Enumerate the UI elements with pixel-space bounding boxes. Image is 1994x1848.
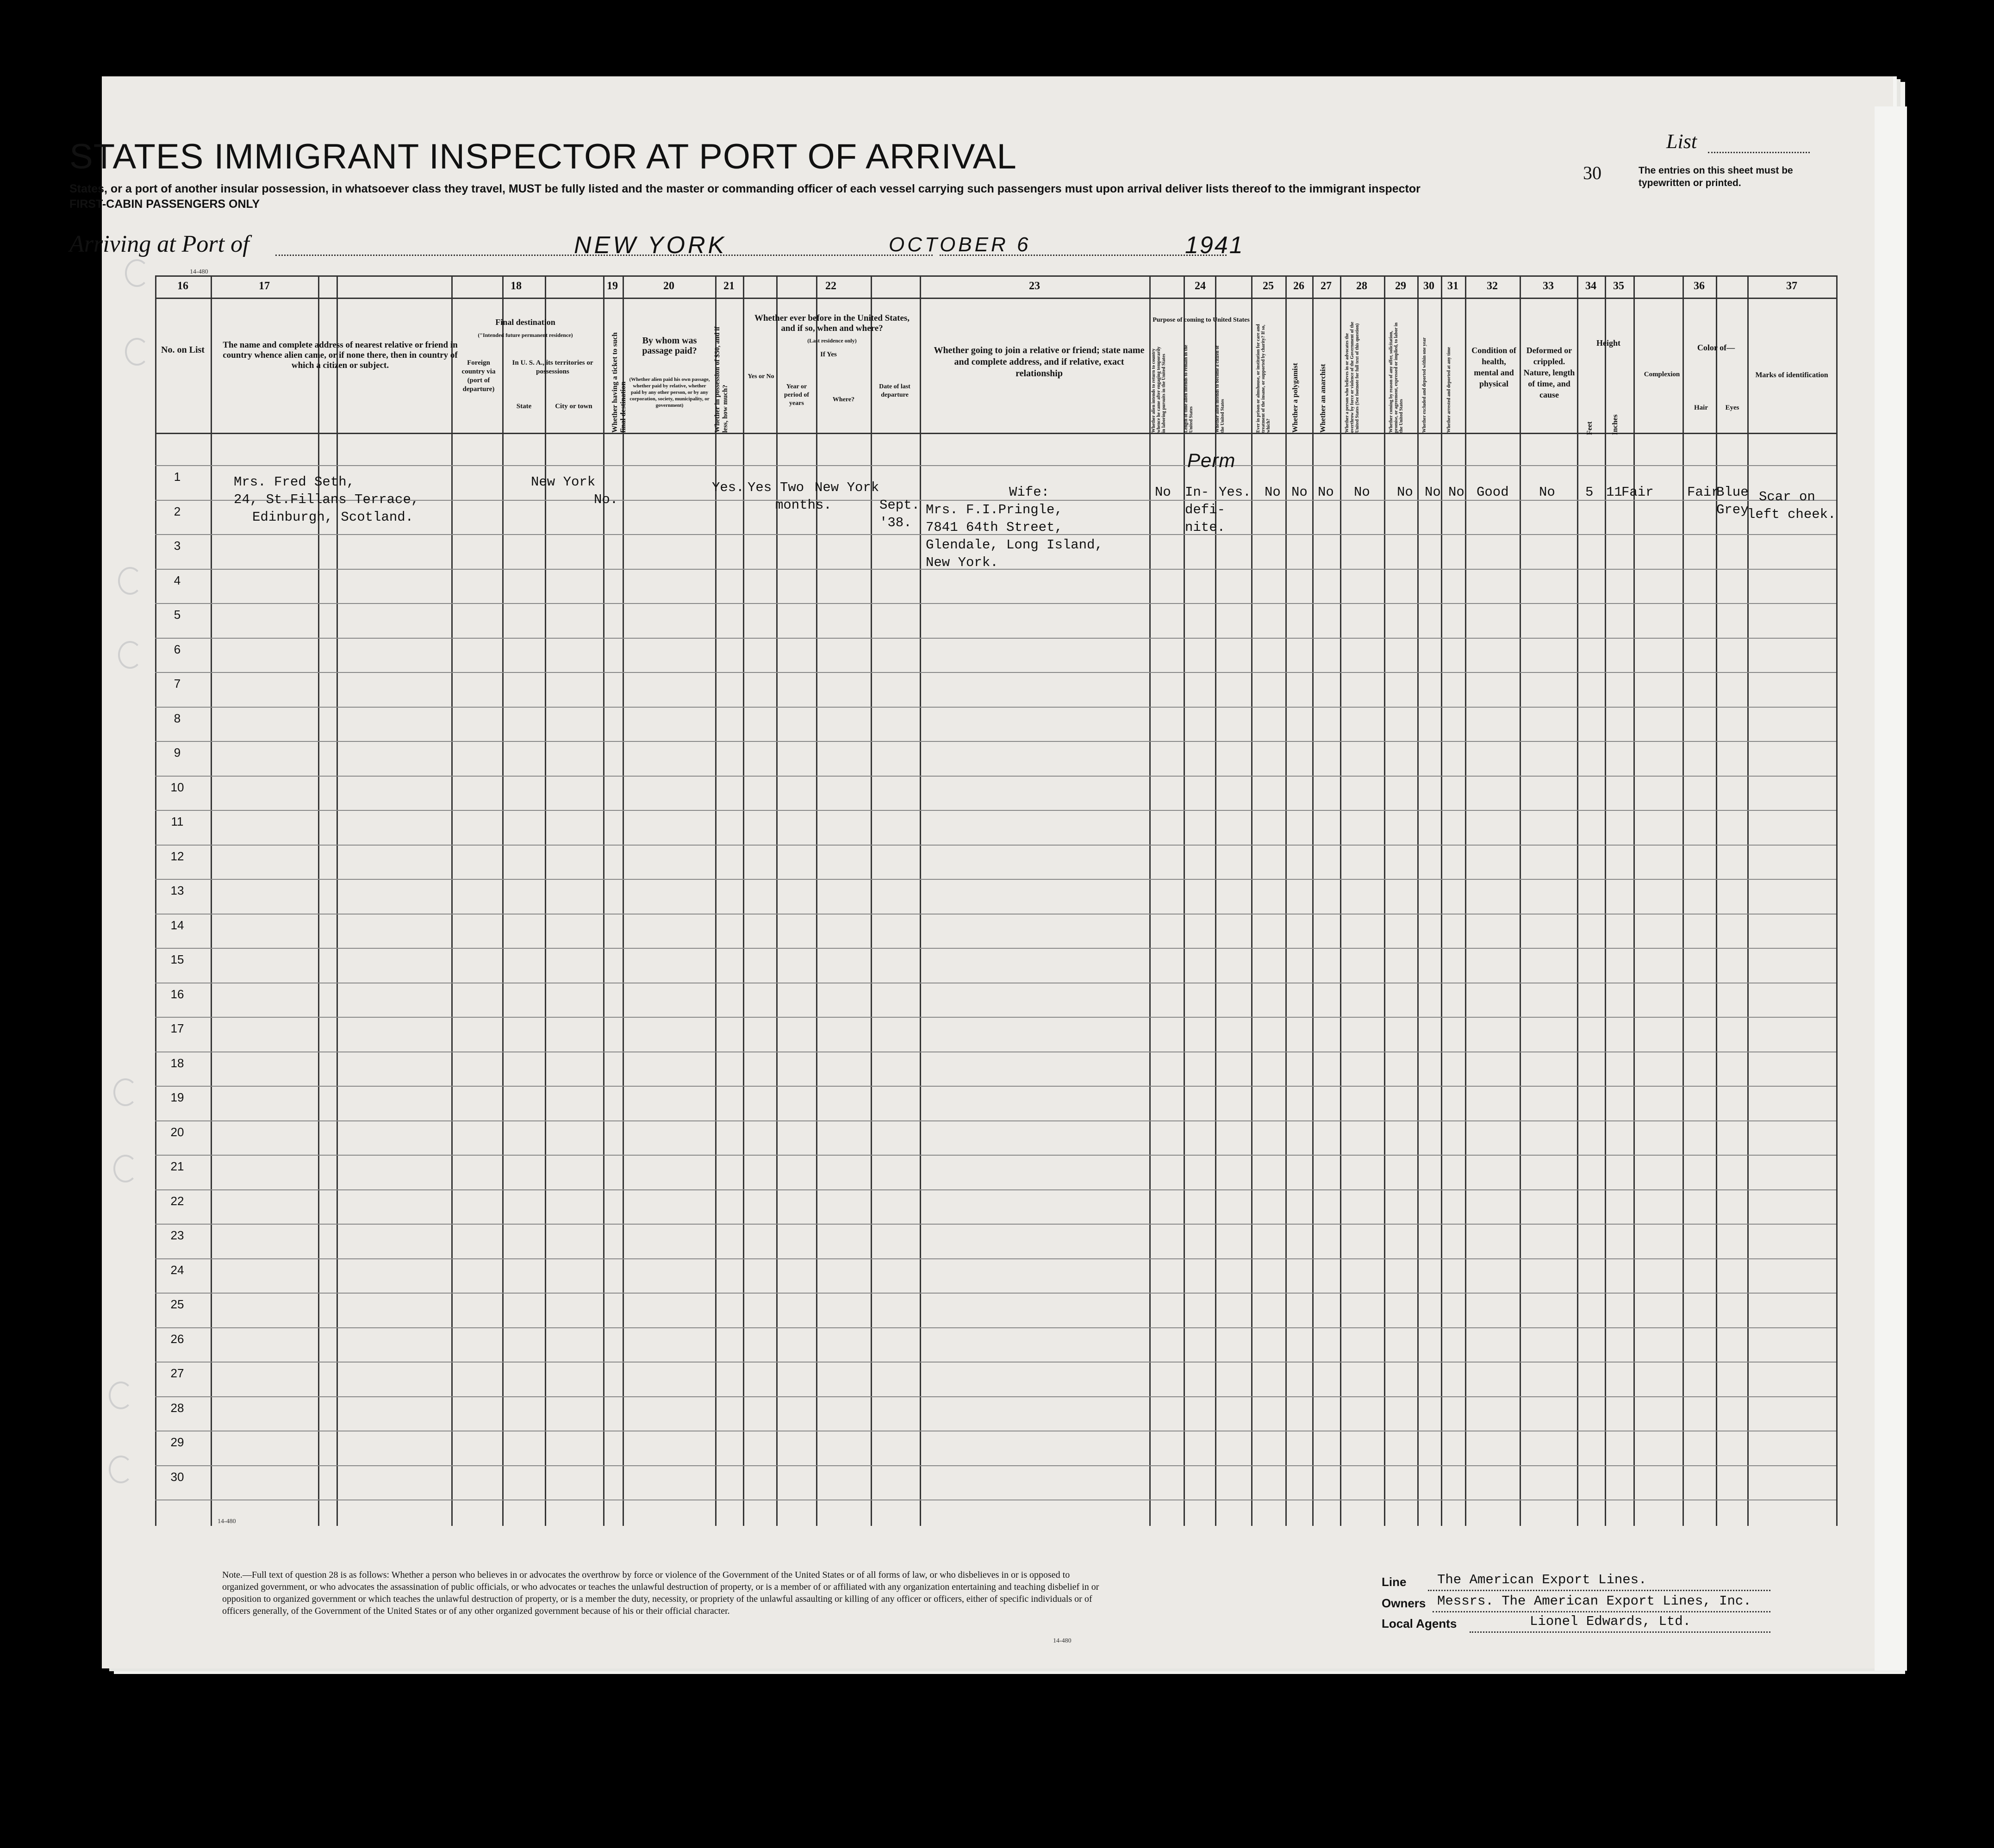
- binder-hole: [109, 1381, 133, 1409]
- column-rule: [1716, 275, 1717, 1526]
- owners-value: Messrs. The American Export Lines, Inc.: [1437, 1593, 1751, 1609]
- entry-eyes-line-2: Grey: [1716, 502, 1749, 517]
- header-possession-50: Whether in possession of $50, and if less, how much?: [714, 326, 729, 433]
- entry-join-line-5: New York.: [926, 555, 998, 570]
- row-number: 22: [170, 1194, 184, 1208]
- binder-hole: [113, 1078, 137, 1106]
- row-rule: [155, 1224, 1836, 1225]
- header-passage-paid: By whom was passage paid?: [642, 336, 697, 356]
- sheet-edge: [1875, 106, 1907, 1671]
- header-purpose-b: Length of time alien intends to remain in the United States: [1184, 345, 1194, 433]
- row-rule: [155, 1327, 1836, 1328]
- row-number: 5: [174, 608, 181, 622]
- header-foreign-country: Foreign country via (port of departure): [461, 359, 496, 393]
- entry-q30: No: [1425, 485, 1441, 500]
- row-rule: [155, 1155, 1836, 1156]
- row-number: 20: [170, 1125, 184, 1139]
- column-number: 19: [607, 280, 618, 292]
- arrival-label: Arriving at Port of: [69, 231, 249, 257]
- header-rule: [155, 298, 1836, 299]
- date-value: OCTOBER 6: [889, 233, 1031, 256]
- row-number: 18: [170, 1056, 184, 1070]
- agents-label: Local Agents: [1382, 1617, 1457, 1630]
- column-number: 18: [511, 280, 522, 292]
- row-number: 24: [170, 1263, 184, 1277]
- header-joining: Whether going to join a relative or friend; state name and complete address, and if relative, exact relationship: [934, 345, 1145, 379]
- column-number: 21: [723, 280, 735, 292]
- column-number: 23: [1029, 280, 1040, 292]
- header-anarchist: Whether an anarchist: [1319, 364, 1327, 433]
- header-date-departure: Date of last departure: [879, 383, 910, 398]
- row-number: 17: [170, 1021, 184, 1035]
- header-final-destination: Final destination: [495, 317, 555, 327]
- entry-possession: Yes.: [712, 480, 744, 495]
- column-number: 28: [1356, 280, 1367, 292]
- column-number: 17: [259, 280, 270, 292]
- entry-length-line-3: nite.: [1185, 520, 1226, 535]
- entry-departure-line-2: '38.: [879, 515, 912, 530]
- column-rule: [623, 275, 624, 1526]
- header-color-of: Color of—: [1697, 343, 1735, 352]
- port-value: NEW YORK: [574, 232, 727, 259]
- column-rule: [1285, 275, 1287, 1526]
- row-rule: [155, 465, 1836, 466]
- header-marks: Marks of identification: [1755, 371, 1828, 379]
- row-number: 26: [170, 1332, 184, 1346]
- entry-city: New York: [531, 474, 596, 490]
- entry-length-handwritten: Perm: [1187, 449, 1236, 471]
- column-number: 26: [1293, 280, 1304, 292]
- row-rule: [155, 638, 1836, 639]
- row-number: 9: [174, 746, 181, 759]
- header-prison: Ever in prison or almshouse, or institution for care and treatment of the insane, or supported by charity? If so, which?: [1256, 324, 1271, 433]
- entry-q29: No: [1397, 485, 1413, 500]
- entry-q28: No: [1354, 485, 1370, 500]
- column-rule: [920, 275, 921, 1526]
- column-number: 37: [1786, 280, 1797, 292]
- entry-where: New York: [815, 480, 879, 495]
- row-number: 12: [170, 849, 184, 863]
- row-number: 28: [170, 1400, 184, 1415]
- header-nearest-relative: The name and complete address of nearest relative or friend in country whence alien came, or if none there, then in country of which a citizen or subject.: [223, 340, 458, 370]
- binder-hole: [125, 338, 149, 366]
- column-number: 20: [663, 280, 674, 292]
- column-rule: [1633, 275, 1635, 1526]
- arrival-row: [69, 230, 1273, 263]
- header-height: Height: [1596, 338, 1620, 348]
- column-rule: [603, 275, 604, 1526]
- owners-block: [1382, 1567, 1844, 1631]
- row-number: 14: [170, 918, 184, 932]
- column-rule: [715, 275, 717, 1526]
- entry-join-line-4: Glendale, Long Island,: [926, 537, 1103, 553]
- row-number: 21: [170, 1159, 184, 1173]
- column-rule: [1149, 275, 1151, 1526]
- entry-departure-line-1: Sept.: [879, 498, 920, 513]
- row-rule: [155, 845, 1836, 846]
- entry-hair: Fair: [1687, 485, 1720, 500]
- list-block: [1583, 130, 1842, 199]
- row-number: 11: [171, 815, 184, 828]
- row-rule: [155, 672, 1836, 673]
- sheet-number: 30: [1583, 162, 1601, 183]
- intro-text: [69, 181, 1551, 212]
- entry-marks-line-2: left cheek.: [1747, 507, 1836, 522]
- intro-line-1: States, or a port of another insular possession, in whatsoever class they travel, MUST be fully listed and the master or commanding officer of each vessel carrying such passengers must upon arrival deliver lists thereof to the immigrant inspector: [69, 182, 1421, 195]
- header-purpose-a: Whether alien intends to return to country whence he came after engaging temporarily in laboring pursuits in the United States: [1151, 346, 1166, 433]
- column-rule: [776, 275, 778, 1526]
- entry-length-line-2: defi-: [1185, 502, 1226, 517]
- line-value: The American Export Lines.: [1437, 1572, 1647, 1587]
- owners-dotline: [1433, 1611, 1770, 1612]
- manifest-table: [155, 275, 1836, 1526]
- row-rule: [155, 1258, 1836, 1259]
- row-number: 16: [170, 987, 184, 1001]
- header-feet: Feet: [1586, 421, 1594, 435]
- entry-condition: Good: [1477, 485, 1509, 500]
- header-final-destination-sub: ("Intended future permanent residence): [478, 332, 573, 338]
- row-number: 6: [174, 642, 181, 656]
- column-number: 22: [825, 280, 836, 292]
- column-rule: [318, 275, 319, 1526]
- row-number: 1: [174, 470, 181, 484]
- binder-hole: [113, 1155, 137, 1182]
- column-rule: [1747, 275, 1749, 1526]
- binder-hole: [109, 1456, 133, 1483]
- column-number: 24: [1195, 280, 1206, 292]
- binder-hole: [118, 641, 142, 669]
- line-dotline: [1428, 1590, 1770, 1591]
- row-rule: [155, 879, 1836, 880]
- header-rule: [155, 275, 1836, 277]
- header-city: City or town: [555, 403, 592, 410]
- column-number: 16: [177, 280, 188, 292]
- row-number: 27: [170, 1366, 184, 1380]
- header-if-yes: If Yes: [820, 351, 837, 358]
- agents-value: Lionel Edwards, Ltd.: [1530, 1614, 1691, 1629]
- header-rule: [155, 433, 1836, 434]
- column-rule: [1384, 275, 1385, 1526]
- entry-period-line-2: months.: [775, 498, 832, 513]
- list-dotline: [1708, 152, 1810, 153]
- header-purpose: Purpose of coming to United States: [1153, 317, 1250, 324]
- header-deformed: Deformed or crippled. Nature, length of time, and cause: [1523, 346, 1575, 399]
- column-rule: [545, 275, 546, 1526]
- year-value: 1941: [1185, 232, 1244, 259]
- row-rule: [155, 707, 1836, 708]
- binder-hole: [118, 567, 142, 595]
- entry-feet: 5: [1585, 485, 1594, 500]
- row-rule: [155, 1396, 1836, 1397]
- header-where: Where?: [832, 396, 855, 403]
- column-rule: [816, 275, 817, 1526]
- column-rule: [1417, 275, 1419, 1526]
- header-complexion: Complexion: [1644, 371, 1680, 378]
- row-rule: [155, 1120, 1836, 1121]
- row-number: 8: [174, 711, 181, 725]
- row-rule: [155, 1189, 1836, 1190]
- column-number: 25: [1263, 280, 1274, 292]
- entry-relative-line-2: 24, St.Fillans Terrace,: [234, 492, 419, 507]
- row-number: 29: [170, 1435, 184, 1449]
- entry-join-line-2: Mrs. F.I.Pringle,: [926, 502, 1063, 517]
- header-condition: Condition of health, mental and physical: [1471, 346, 1516, 388]
- column-rule: [1836, 275, 1838, 1526]
- intro-line-2: FIRST-CABIN PASSENGERS ONLY: [69, 198, 260, 211]
- form-code-top: 14-480: [190, 268, 208, 275]
- row-rule: [155, 1086, 1836, 1087]
- row-number: 7: [174, 677, 181, 691]
- line-label: Line: [1382, 1575, 1407, 1589]
- entry-citizen: Yes.: [1219, 485, 1251, 500]
- entry-return: No: [1155, 485, 1171, 500]
- header-inches: Inches: [1611, 414, 1619, 435]
- column-rule: [871, 275, 872, 1526]
- row-number: 23: [170, 1228, 184, 1242]
- header-yes-or-no: Yes or No: [748, 373, 774, 380]
- header-q29: Whether coming by reason of any offer, solicitation, promise, or agreement, expressed or implied, to labor in the United States: [1389, 322, 1404, 433]
- header-hair: Hair: [1694, 404, 1708, 411]
- row-number: 2: [174, 504, 181, 518]
- row-rule: [155, 603, 1836, 604]
- binder-hole: [125, 259, 149, 287]
- row-rule: [155, 1017, 1836, 1018]
- row-rule: [155, 776, 1836, 777]
- column-rule: [1441, 275, 1442, 1526]
- header-passage-paid-sub: (Whether alien paid his own passage, whether paid by relative, whether paid by any other person, or by any corporation, society, municipality, or government): [629, 377, 710, 408]
- header-q31: Whether arrested and deported at any time: [1446, 347, 1452, 433]
- header-ticket: Whether having a ticket to such final destination: [611, 332, 627, 433]
- entry-complexion: Fair: [1621, 485, 1654, 500]
- column-number: 31: [1447, 280, 1458, 292]
- column-number: 29: [1395, 280, 1406, 292]
- entry-inches: 11: [1606, 485, 1622, 500]
- row-number: 3: [174, 539, 181, 553]
- row-number: 15: [170, 952, 184, 966]
- header-eyes: Eyes: [1725, 404, 1739, 411]
- column-number: 33: [1543, 280, 1554, 292]
- column-rule: [743, 275, 744, 1526]
- entry-length-line-1: In-: [1185, 485, 1209, 500]
- row-rule: [155, 810, 1836, 811]
- form-code-table: 14-480: [218, 1518, 236, 1525]
- entry-join-line-3: 7841 64th Street,: [926, 520, 1063, 535]
- entry-ever-yes: Yes: [748, 480, 772, 495]
- row-rule: [155, 741, 1836, 742]
- owners-label: Owners: [1382, 1596, 1426, 1610]
- header-year-period: Year or period of years: [784, 383, 810, 407]
- entry-join-line-1: Wife:: [1009, 485, 1050, 500]
- column-number: 27: [1321, 280, 1332, 292]
- header-ever-before-sub: (Last residence only): [807, 337, 857, 344]
- entry-eyes-line-1: Blue: [1716, 485, 1749, 500]
- header-purpose-c: Whether alien intends to become a citizen of the United States: [1215, 345, 1225, 433]
- row-number: 25: [170, 1297, 184, 1311]
- row-rule: [155, 914, 1836, 915]
- entry-q31: No: [1448, 485, 1464, 500]
- row-number: 13: [170, 884, 184, 897]
- column-rule: [1682, 275, 1684, 1526]
- column-rule: [502, 275, 504, 1526]
- column-number: 30: [1423, 280, 1434, 292]
- row-rule: [155, 948, 1836, 949]
- header-q30: Whether excluded and deported within one year: [1422, 337, 1427, 433]
- row-number: 10: [170, 780, 184, 794]
- entry-polygamist: No: [1291, 485, 1308, 500]
- header-state: State: [516, 403, 532, 410]
- page-title: STATES IMMIGRANT INSPECTOR AT PORT OF ARRIVAL: [69, 137, 1017, 176]
- header-q28: Whether a person who believes in or advocates the overthrow by force or violence of the Government of the United States (See footnote for full text of this question): [1345, 322, 1360, 433]
- header-no-on-list: No. on List: [161, 345, 205, 355]
- row-number: 19: [170, 1090, 184, 1104]
- entry-relative-line-1: Mrs. Fred Seth,: [234, 474, 355, 490]
- column-number: 36: [1694, 280, 1705, 292]
- entry-ticket: No.: [594, 492, 618, 507]
- column-rule: [1251, 275, 1252, 1526]
- entry-period-line-1: Two: [780, 480, 804, 495]
- column-number: 35: [1613, 280, 1624, 292]
- entry-anarchist: No: [1318, 485, 1334, 500]
- column-rule: [1520, 275, 1521, 1526]
- row-rule: [155, 1293, 1836, 1294]
- column-rule: [451, 275, 453, 1526]
- column-number: 34: [1585, 280, 1596, 292]
- column-rule: [211, 275, 212, 1526]
- column-rule: [1340, 275, 1341, 1526]
- row-rule: [155, 1465, 1836, 1466]
- column-rule: [1184, 275, 1185, 1526]
- entries-note: The entries on this sheet must be typewritten or printed.: [1639, 165, 1793, 188]
- column-rule: [1465, 275, 1466, 1526]
- list-label: List: [1666, 130, 1697, 153]
- column-rule: [1577, 275, 1578, 1526]
- header-in-usa: In U. S. A., its territories or possessions: [512, 359, 593, 375]
- header-ever-before: Whether ever before in the United States, and if so, when and where?: [754, 313, 910, 333]
- agents-dotline: [1470, 1631, 1770, 1633]
- row-number: 30: [170, 1469, 184, 1484]
- header-polygamist: Whether a polygamist: [1291, 363, 1299, 433]
- entry-deformed: No: [1539, 485, 1555, 500]
- footnote-question-28: Note.—Full text of question 28 is as follows: Whether a person who believes in or advocates the overthrow by force or violence of the Government of the United States or of all forms of law, or who disbelieves in or is opposed to organized government, or who advocates the assassination of public officials, or who advocates or teaches the unlawful destruction of property, or is a member of or affiliated with any organization entertaining and teaching disbelief in or opposition to organized government or which teaches the unlawful destruction of property, or is a member the duty, necessity, or propriety of the unlawful assaulting or killing of any officer or officers, either of specific individuals or of officers generally, of the Government of the United States or of any other organized government because of his or their official character.: [222, 1570, 1099, 1616]
- entry-prison: No: [1265, 485, 1281, 500]
- row-rule: [155, 1362, 1836, 1363]
- column-rule: [336, 275, 338, 1526]
- column-rule: [1605, 275, 1606, 1526]
- row-number: 4: [174, 573, 181, 587]
- column-number: 32: [1487, 280, 1498, 292]
- entry-marks-line-1: Scar on: [1759, 489, 1815, 504]
- column-rule: [1312, 275, 1314, 1526]
- entry-relative-line-3: Edinburgh, Scotland.: [252, 510, 414, 525]
- form-code-bottom: 14-480: [1053, 1637, 1072, 1644]
